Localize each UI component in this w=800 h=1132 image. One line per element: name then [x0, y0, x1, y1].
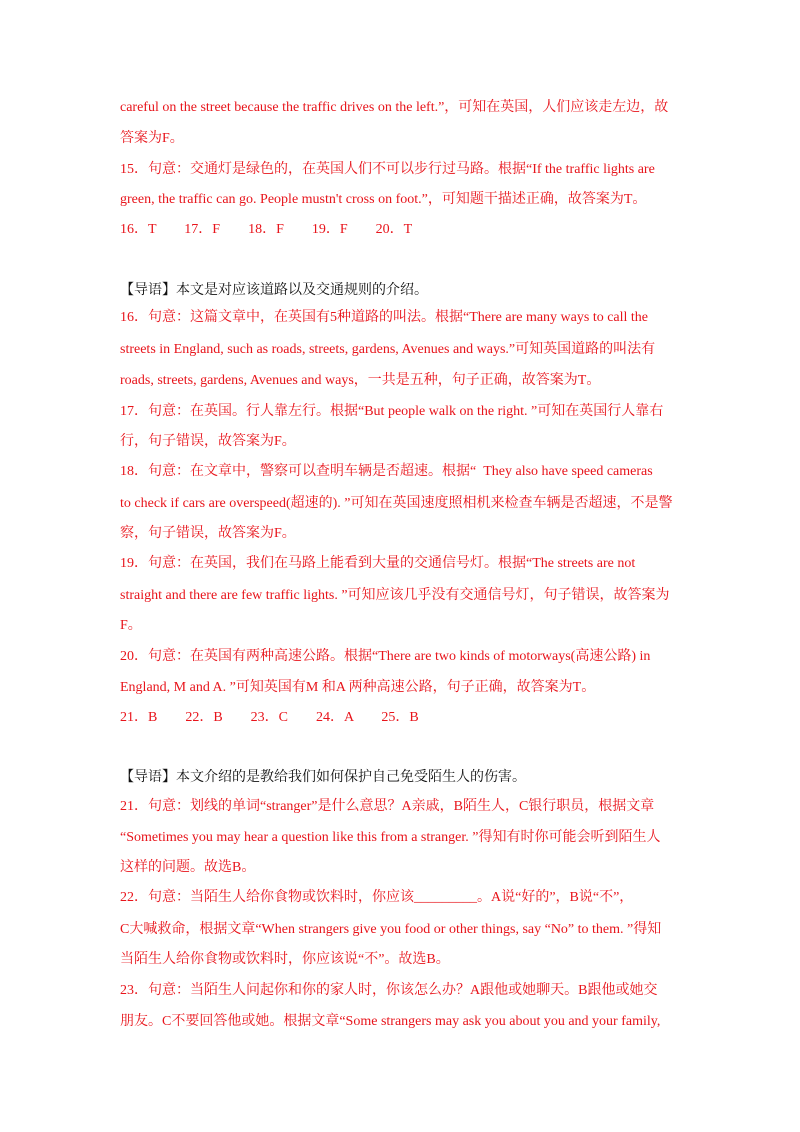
text-line: 答案为F。 [120, 131, 184, 146]
text-line: straight and there are few traffic lights. ”可知应该几乎没有交通信号灯，句子错误，故答案为 [120, 588, 670, 603]
text-line: 22．句意：当陌生人给你食物或饮料时，你应该_________。A说“好的”，B说“不”， [120, 890, 634, 905]
text-line: to check if cars are overspeed(超速的). ”可知在英国速度照相机来检查车辆是否超速，不是警 [120, 496, 673, 511]
text-line: 18．句意：在文章中，警察可以查明车辆是否超速。根据“ They also have speed cameras [120, 464, 653, 479]
text-line: C大喊救命，根据文章“When strangers give you food or other things, say “No” to them. ”得知 [120, 922, 662, 937]
text-line: 19．句意：在英国，我们在马路上能看到大量的交通信号灯。根据“The streets are not [120, 556, 636, 571]
text-line: 行，句子错误，故答案为F。 [120, 434, 296, 449]
text-line: 17．句意：在英国。行人靠左行。根据“But people walk on the right. ”可知在英国行人靠右 [120, 404, 664, 419]
text-line: 察，句子错误，故答案为F。 [120, 526, 296, 541]
answer-key-line: 16．T 17．F 18．F 19．F 20．T [120, 222, 413, 237]
text-line: “Sometimes you may hear a question like this from a stranger. ”得知有时你可能会听到陌生人 [120, 830, 661, 845]
answer-key-line: 21．B 22．B 23．C 24．A 25．B [120, 710, 419, 725]
text-line: England, M and A. ”可知英国有M 和A 两种高速公路，句子正确，故答案为T。 [120, 680, 596, 695]
text-line: 朋友。C不要回答他或她。根据文章“Some strangers may ask you about you and your family, [120, 1014, 661, 1029]
text-line: 20．句意：在英国有两种高速公路。根据“There are two kinds of motorways(高速公路) in [120, 649, 651, 664]
text-line: 23．句意：当陌生人问起你和你的家人时，你该怎么办？A跟他或她聊天。B跟他或她交 [120, 983, 658, 998]
text-line: roads, streets, gardens, Avenues and ways，一共是五种，句子正确，故答案为T。 [120, 373, 601, 388]
text-line: green, the traffic can go. People mustn't cross on foot.”，可知题干描述正确，故答案为T。 [120, 192, 647, 207]
text-line: 当陌生人给你食物或饮料时，你应该说“不”。故选B。 [120, 952, 450, 967]
text-line: 这样的问题。故选B。 [120, 860, 256, 875]
section-intro: 【导语】本文是对应该道路以及交通规则的介绍。 [120, 283, 428, 298]
text-line: 21．句意：划线的单词“stranger”是什么意思？A亲戚，B陌生人，C银行职员，根据文章 [120, 799, 655, 814]
text-line: streets in England, such as roads, streets, gardens, Avenues and ways.”可知英国道路的叫法有 [120, 342, 656, 357]
text-line: 15．句意：交通灯是绿色的，在英国人们不可以步行过马路。根据“If the traffic lights are [120, 162, 655, 177]
text-line: careful on the street because the traffic drives on the left.”，可知在英国，人们应该走左边，故 [120, 100, 669, 115]
text-line: 16．句意：这篇文章中，在英国有5种道路的叫法。根据“There are many ways to call the [120, 310, 649, 325]
text-line: F。 [120, 618, 142, 633]
section-intro: 【导语】本文介绍的是教给我们如何保护自己免受陌生人的伤害。 [120, 770, 526, 785]
